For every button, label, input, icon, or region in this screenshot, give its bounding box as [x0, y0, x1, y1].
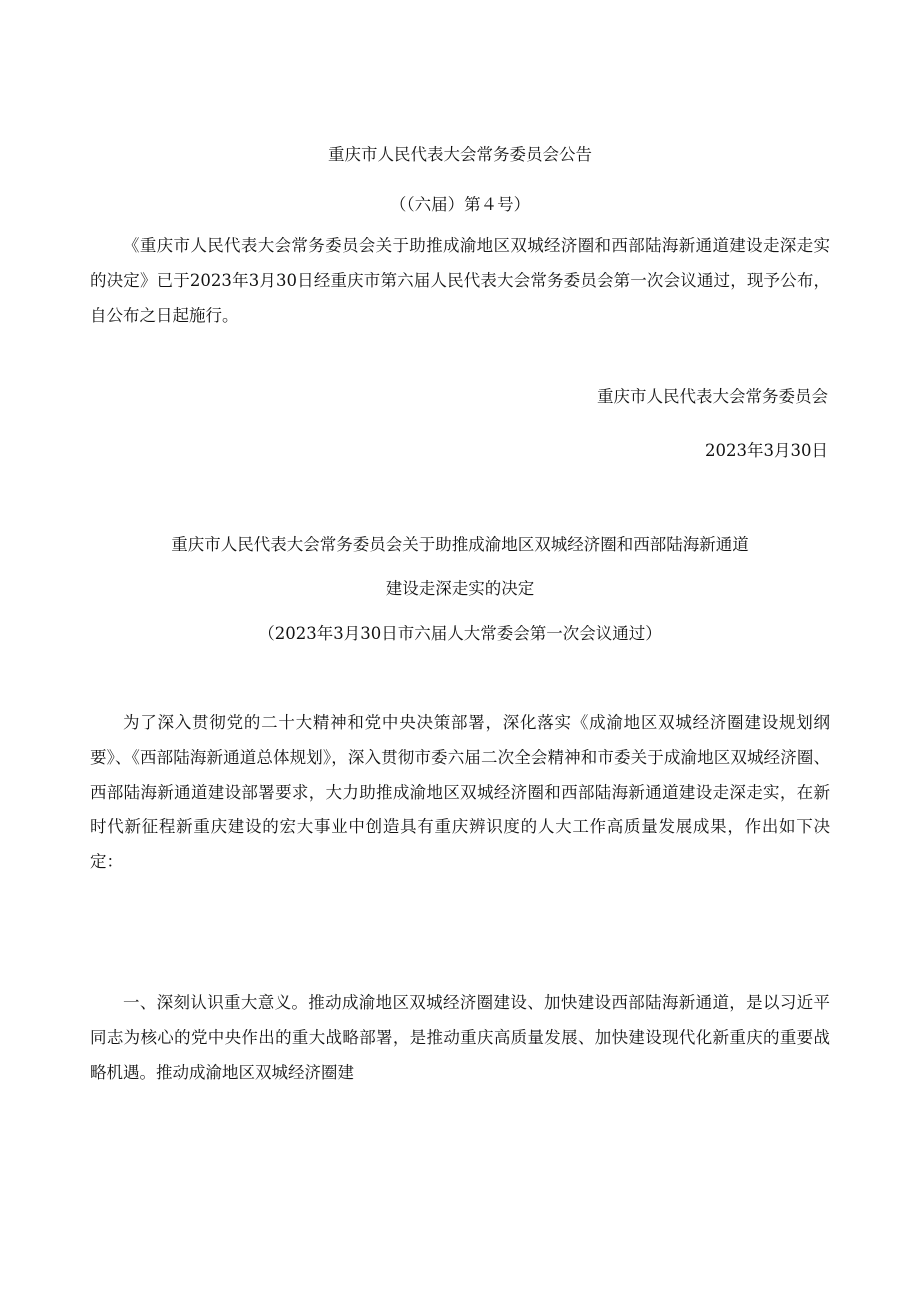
- decision-title-line2: 建设走深走实的决定: [385, 579, 535, 598]
- decision-adopted-note: （2023年3月30日市六届人大常委会第一次会议通过）: [258, 624, 662, 643]
- decision-preamble: 为了深入贯彻党的二十大精神和党中央决策部署，深化落实《成渝地区双城经济圈建设规划纲要》、《西部陆海新通道总体规划》，深入贯彻市委六届二次全会精神和市委关于成渝地区双城经济圈、西部陆海新通道建设部署要求，大力助推成渝地区双城经济圈和西部陆海新通道建设走深走实，在新时代新征程新重庆建设的宏大事业中创造具有重庆辨识度的人大工作高质量发展成果，作出如下决定：: [90, 713, 830, 872]
- notice-date: 2023年3月30日: [705, 441, 828, 460]
- notice-body: 《重庆市人民代表大会常务委员会关于助推成渝地区双城经济圈和西部陆海新通道建设走深走实的决定》已于2023年3月30日经重庆市第六届人民代表大会常务委员会第一次会议通过，现予公布，自公布之日起施行。: [90, 236, 830, 325]
- decision-title-line1: 重庆市人民代表大会常务委员会关于助推成渝地区双城经济圈和西部陆海新通道: [171, 535, 749, 554]
- notice-number: （（六届）第４号）: [389, 195, 531, 214]
- notice-title: 重庆市人民代表大会常务委员会公告: [328, 145, 592, 164]
- notice-signature: 重庆市人民代表大会常务委员会: [597, 387, 828, 406]
- decision-section-1: 一、深刻认识重大意义。推动成渝地区双城经济圈建设、加快建设西部陆海新通道，是以习近平同志为核心的党中央作出的重大战略部署，是推动重庆高质量发展、加快建设现代化新重庆的重要战略机遇。推动成渝地区双城经济圈建: [90, 993, 830, 1082]
